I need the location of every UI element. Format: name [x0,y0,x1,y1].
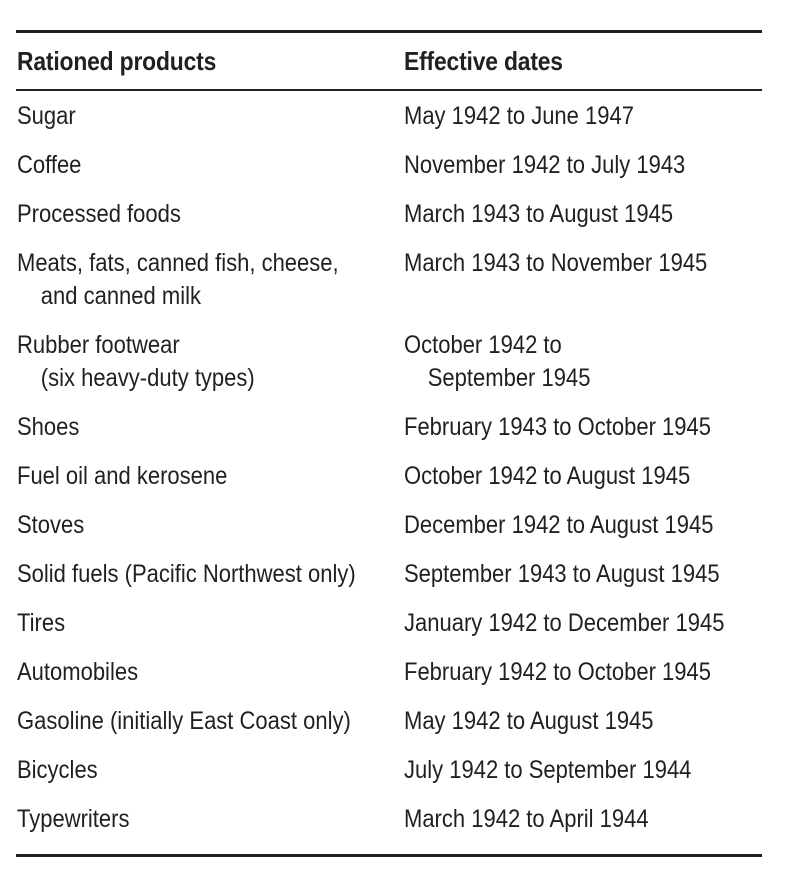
product-line: and canned milk [40,282,201,310]
product-line: Shoes [17,413,80,441]
table-row [16,329,762,395]
product-line: Sugar [17,102,76,130]
dates-line: September 1945 [427,364,591,392]
product-line: Meats, fats, canned fish, cheese, [17,249,339,277]
product-line: Typewriters [17,805,130,833]
product-cell [16,460,403,493]
dates-cell [403,803,762,836]
table-row [16,247,762,313]
product-cell [16,100,403,133]
table-row [16,460,762,493]
dates-cell [403,329,762,395]
dates-line: March 1942 to April 1944 [404,805,649,833]
product-line: Fuel oil and kerosene [17,462,228,490]
table-row [16,656,762,689]
dates-text [404,656,719,689]
product-cell [16,149,403,182]
dates-line: September 1943 to August 1945 [404,560,720,588]
product-cell [16,411,403,444]
dates-text [404,247,719,280]
product-text [17,705,357,738]
dates-cell [403,247,762,280]
product-text [17,198,357,231]
product-line: Stoves [17,511,85,539]
product-text [17,411,357,444]
product-cell [16,198,403,231]
dates-line: July 1942 to September 1944 [404,756,692,784]
dates-cell [403,509,762,542]
dates-line: February 1942 to October 1945 [404,658,711,686]
table-row [16,100,762,133]
dates-line: February 1943 to October 1945 [404,413,711,441]
dates-text [404,803,719,836]
header-product-label: Rationed products [17,45,217,76]
product-text [17,607,357,640]
dates-cell [403,411,762,444]
dates-text [404,411,719,444]
dates-cell [403,558,763,591]
dates-text [404,100,719,133]
dates-line: May 1942 to June 1947 [404,102,634,130]
product-line: Automobiles [17,658,139,686]
product-cell [16,754,403,787]
dates-text [404,754,719,787]
dates-text [404,705,719,738]
dates-cell [403,656,762,689]
product-cell [16,656,403,689]
header-dates-label: Effective dates [404,45,563,76]
dates-text [404,558,720,591]
dates-text [404,329,719,395]
dates-text [404,460,719,493]
rationing-table [16,30,762,857]
dates-cell [403,149,762,182]
table-header-row [16,33,762,89]
product-line: Bicycles [17,756,98,784]
product-cell [16,705,403,738]
table-row [16,754,762,787]
dates-cell [403,198,762,231]
product-cell [16,803,403,836]
table-row [16,149,762,182]
dates-line: January 1942 to December 1945 [404,609,725,637]
product-cell [16,509,403,542]
product-text [17,558,357,591]
dates-text [404,198,719,231]
product-text [17,329,357,395]
product-text [17,100,357,133]
dates-text [404,149,719,182]
dates-line: March 1943 to November 1945 [404,249,708,277]
dates-text [404,607,724,640]
header-cell-product [16,46,403,77]
dates-text [404,509,719,542]
product-line: Solid fuels (Pacific Northwest only) [17,560,356,588]
product-line: Processed foods [17,200,181,228]
product-cell [16,329,403,395]
product-text [17,509,357,542]
table-row [16,705,762,738]
dates-line: May 1942 to August 1945 [404,707,654,735]
table-row [16,607,762,640]
table-row [16,803,762,836]
product-line: Rubber footwear [17,331,180,359]
table-row [16,558,762,591]
product-line: Coffee [17,151,82,179]
dates-cell [403,607,768,640]
table-row [16,198,762,231]
dates-line: March 1943 to August 1945 [404,200,674,228]
header-cell-dates [403,46,762,77]
product-cell [16,558,403,591]
product-text [17,247,357,313]
dates-line: October 1942 to [404,331,562,359]
dates-cell [403,100,762,133]
product-text [17,656,357,689]
product-cell [16,607,403,640]
table-row [16,509,762,542]
product-line: Tires [17,609,66,637]
dates-cell [403,460,762,493]
product-text [17,803,357,836]
product-line: (six heavy-duty types) [40,364,255,392]
dates-line: October 1942 to August 1945 [404,462,691,490]
dates-cell [403,754,762,787]
table-bottom-rule [16,854,762,857]
product-text [17,149,357,182]
product-line: Gasoline (initially East Coast only) [17,707,351,735]
table-row [16,411,762,444]
table-body [16,91,762,836]
dates-line: December 1942 to August 1945 [404,511,714,539]
product-cell [16,247,403,313]
dates-line: November 1942 to July 1943 [404,151,686,179]
dates-cell [403,705,762,738]
product-text [17,754,357,787]
product-text [17,460,357,493]
